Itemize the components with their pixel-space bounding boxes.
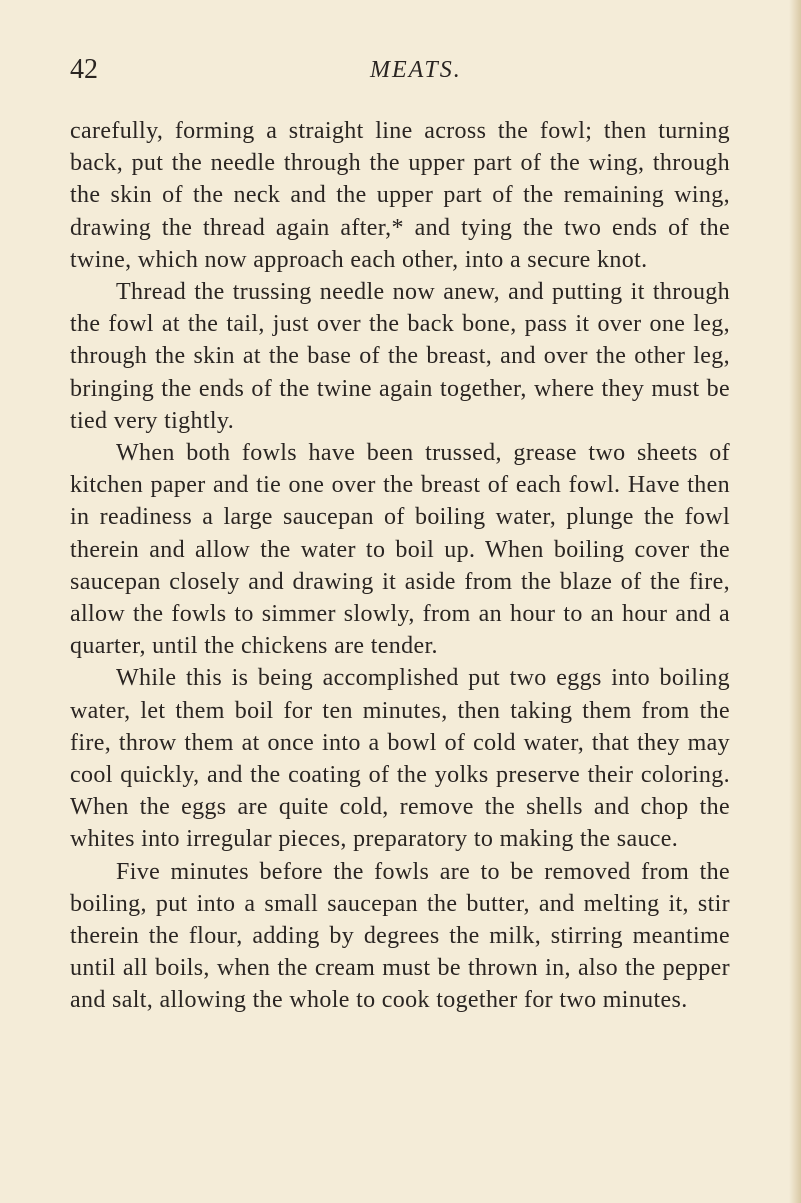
paragraph-5: Five minutes before the fowls are to be removed from the boiling, put into a small saucepan the butter, and melting it, stir therein the flour, adding by degrees the milk, stirring meantime until all boils, when the cream must be thrown in, also the pepper and salt, allowing the whole to cook together for two minutes. <box>70 858 730 1014</box>
paragraph-3: When both fowls have been trussed, grease two sheets of kitchen paper and tie one over the breast of each fowl. Have then in readiness a large saucepan of boiling water, plunge the fowl therein and allow the water to boil up. When boiling cover the saucepan closely and drawing it aside from the blaze of the fire, allow the fowls to simmer slowly, from an hour to an hour and a quarter, until the chickens are tender. <box>70 440 730 660</box>
page-edge <box>789 0 801 1203</box>
paragraph-1: carefully, forming a straight line across the fowl; then turning back, put the needle through the upper part of the wing, through the skin of the neck and the upper part of the remaining wing, drawing the thread again after,* and tying the two ends of the twine, which now approach each other, into a secure knot. <box>70 118 730 273</box>
page-number: 42 <box>70 54 98 85</box>
body-text <box>70 115 730 1017</box>
running-head: MEATS. <box>370 57 462 83</box>
paragraph-2: Thread the trussing needle now anew, and putting it through the fowl at the tail, just over the back bone, pass it over one leg, through the skin at the base of the breast, and over the other leg, bringing the ends of the twine again together, where they must be tied very tightly. <box>70 279 730 434</box>
page-header <box>70 50 730 90</box>
paragraph-4: While this is being accomplished put two eggs into boiling water, let them boil for ten minutes, then taking them from the fire, throw them at once into a bowl of cold water, that they may cool quickly, and the coating of the yolks preserve their coloring. When the eggs are quite cold, remove the shells and chop the whites into irregular pieces, preparatory to making the sauce. <box>70 665 730 853</box>
